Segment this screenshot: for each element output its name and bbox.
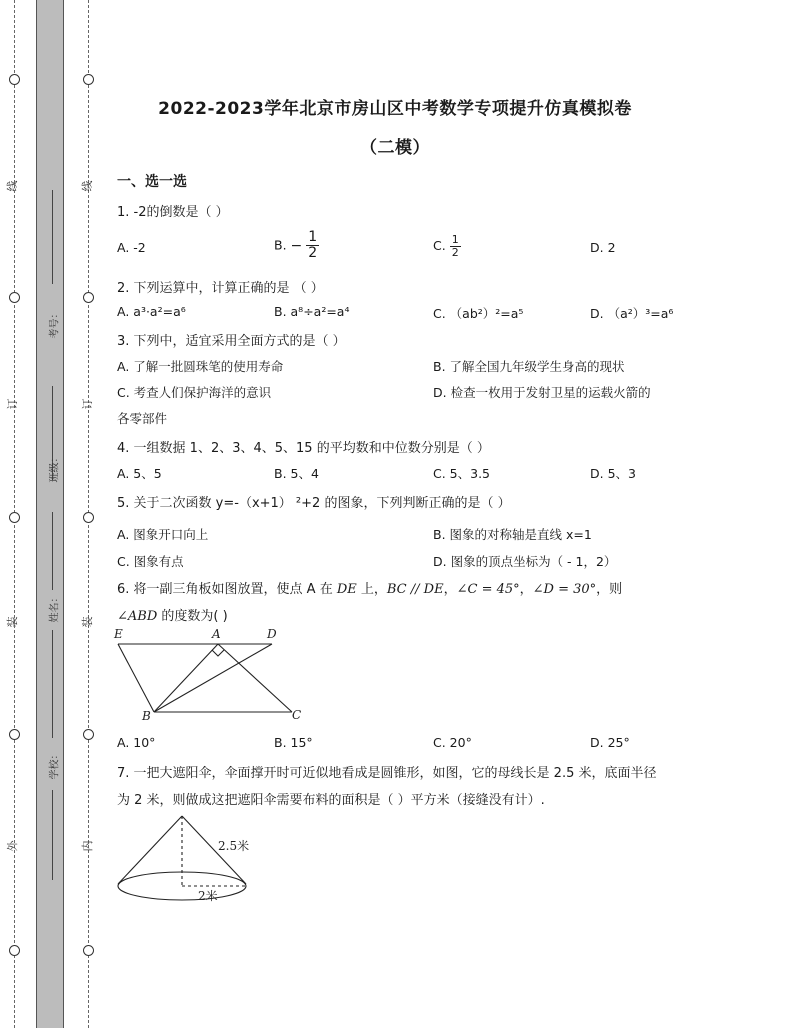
school-underline-extension <box>52 790 53 880</box>
section-heading: 一、选一选 <box>117 174 187 190</box>
question-1-option-b <box>274 230 319 262</box>
label-c: C <box>292 708 302 722</box>
right-angle-mark <box>212 650 224 656</box>
exam-number-underline <box>52 190 53 284</box>
margin-char-zhuang-outer: 装 <box>6 616 19 628</box>
label-a: A <box>212 627 221 641</box>
question-2-option-b: B. a⁸÷a²=a⁴ <box>274 304 350 319</box>
label-e: E <box>114 627 123 641</box>
line-eb <box>118 644 154 712</box>
q6-text-part: ， <box>519 582 533 597</box>
binding-hole-circle <box>83 945 94 956</box>
q6-angle-abd: ∠ABD <box>117 609 158 624</box>
q6-angle-c: ∠C = 45° <box>456 582 520 597</box>
option-c-fraction <box>450 234 461 259</box>
fraction-numerator: 1 <box>308 229 318 245</box>
margin-char-ding-inner: 订 <box>81 398 94 410</box>
margin-char-xian-inner: 线 <box>81 180 94 192</box>
label-d: D <box>267 627 277 641</box>
question-6-text-line1 <box>117 578 622 597</box>
q6-angle-d: ∠D = 30° <box>532 582 597 597</box>
q6-triangle-figure <box>110 624 310 724</box>
question-5-option-d: D. 图象的顶点坐标为（ - 1，2） <box>433 554 617 569</box>
q6-text-part: ，则 <box>596 582 623 597</box>
question-5-text: 5. 关于二次函数 y=-（x+1） ²+2 的图象，下列判断正确的是（ ） <box>117 496 511 511</box>
question-7-text-line2: 为 2 米，则做成这把遮阳伞需要布料的面积是（ ）平方米（接缝没有计）. <box>117 793 545 808</box>
option-b-fraction <box>306 230 319 262</box>
slant-length-label: 2.5米 <box>218 839 250 853</box>
class-label: 班级： <box>49 452 61 483</box>
binding-strip <box>36 0 64 1028</box>
q6-text-part: 6. 将一副三角板如图放置，使点 A 在 <box>117 582 337 597</box>
label-b: B <box>142 709 151 723</box>
question-2-text: 2. 下列运算中，计算正确的是 （ ） <box>117 281 324 296</box>
question-5-option-b: B. 图象的对称轴是直线 x=1 <box>433 527 592 542</box>
question-4-option-c: C. 5、3.5 <box>433 466 491 481</box>
option-c-prefix: C. <box>433 238 446 254</box>
q6-parallel-condition: BC // DE <box>386 582 444 597</box>
question-6-option-c: C. 20° <box>433 735 472 750</box>
margin-char-xian-outer: 线 <box>6 180 19 192</box>
name-label: 姓名： <box>49 592 61 623</box>
q6-text-part: ， <box>443 582 457 597</box>
question-1-option-d: D. 2 <box>590 240 616 255</box>
question-1-text: 1. -2的倒数是（ ） <box>117 205 229 220</box>
school-underline <box>52 630 53 738</box>
exam-subtitle: （二模） <box>360 138 430 158</box>
fraction-numerator: 1 <box>451 233 459 246</box>
option-b-minus-sign: − <box>290 237 303 254</box>
fraction-denominator: 2 <box>451 246 459 260</box>
question-4-option-b: B. 5、4 <box>274 466 319 481</box>
radius-label: 2米 <box>198 889 218 903</box>
question-6-option-d: D. 25° <box>590 735 630 750</box>
question-4-text: 4. 一组数据 1、2、3、4、5、15 的平均数和中位数分别是（ ） <box>117 441 490 456</box>
fraction-denominator: 2 <box>308 245 318 262</box>
question-6-option-a: A. 10° <box>117 735 156 750</box>
question-3-option-b: B. 了解全国九年级学生身高的现状 <box>433 359 625 374</box>
q6-segment-de: DE <box>336 582 357 597</box>
margin-char-wai: 外 <box>6 840 19 852</box>
q7-cone-figure <box>114 810 254 908</box>
question-3-option-d: D. 检查一枚用于发射卫星的运载火箭的 <box>433 385 651 400</box>
question-4-option-a: A. 5、5 <box>117 466 162 481</box>
binding-hole-circle <box>9 512 20 523</box>
margin-char-ding-outer: 订 <box>6 398 19 410</box>
question-2-option-a: A. a³·a²=a⁶ <box>117 304 186 319</box>
binding-hole-circle <box>9 945 20 956</box>
binding-strip-right-edge <box>63 0 64 1028</box>
binding-hole-circle <box>9 74 20 85</box>
q6-text-part: 上， <box>356 582 387 597</box>
binding-strip-left-edge <box>36 0 37 1028</box>
question-3-option-d-continued: 各零部件 <box>117 411 168 426</box>
question-3-option-c: C. 考查人们保护海洋的意识 <box>117 385 272 400</box>
binding-hole-circle <box>83 512 94 523</box>
question-2-option-d: D. （a²）³=a⁶ <box>590 306 674 321</box>
name-underline <box>52 512 53 590</box>
question-5-option-a: A. 图象开口向上 <box>117 527 209 542</box>
line-ba <box>154 644 218 712</box>
binding-hole-circle <box>9 292 20 303</box>
margin-char-zhuang-inner: 装 <box>81 616 94 628</box>
option-b-prefix: B. <box>274 237 287 253</box>
question-1-option-a: A. -2 <box>117 240 146 255</box>
binding-hole-circle <box>83 292 94 303</box>
question-4-option-d: D. 5、3 <box>590 466 636 481</box>
question-3-text: 3. 下列中，适宜采用全面方式的是（ ） <box>117 334 346 349</box>
question-5-option-c: C. 图象有点 <box>117 554 184 569</box>
question-7-text-line1: 7. 一把大遮阳伞，伞面撑开时可近似地看成是圆锥形，如图，它的母线长是 2.5 米，底面半径 <box>117 766 657 781</box>
binding-hole-circle <box>9 729 20 740</box>
binding-hole-circle <box>83 74 94 85</box>
exam-title: 2022-2023学年北京市房山区中考数学专项提升仿真模拟卷 <box>158 99 632 119</box>
margin-char-nei: 内 <box>81 840 94 852</box>
question-6-text-line2 <box>117 605 228 624</box>
question-2-option-c: C. （ab²）²=a⁵ <box>433 306 524 321</box>
school-label: 学校： <box>49 749 61 780</box>
q6-text-part: 的度数为( ) <box>157 609 228 624</box>
question-6-option-b: B. 15° <box>274 735 313 750</box>
binding-hole-circle <box>83 729 94 740</box>
question-1-option-c <box>433 234 461 259</box>
exam-number-label: 考号： <box>49 308 61 339</box>
question-3-option-a: A. 了解一批圆珠笔的使用寿命 <box>117 359 284 374</box>
